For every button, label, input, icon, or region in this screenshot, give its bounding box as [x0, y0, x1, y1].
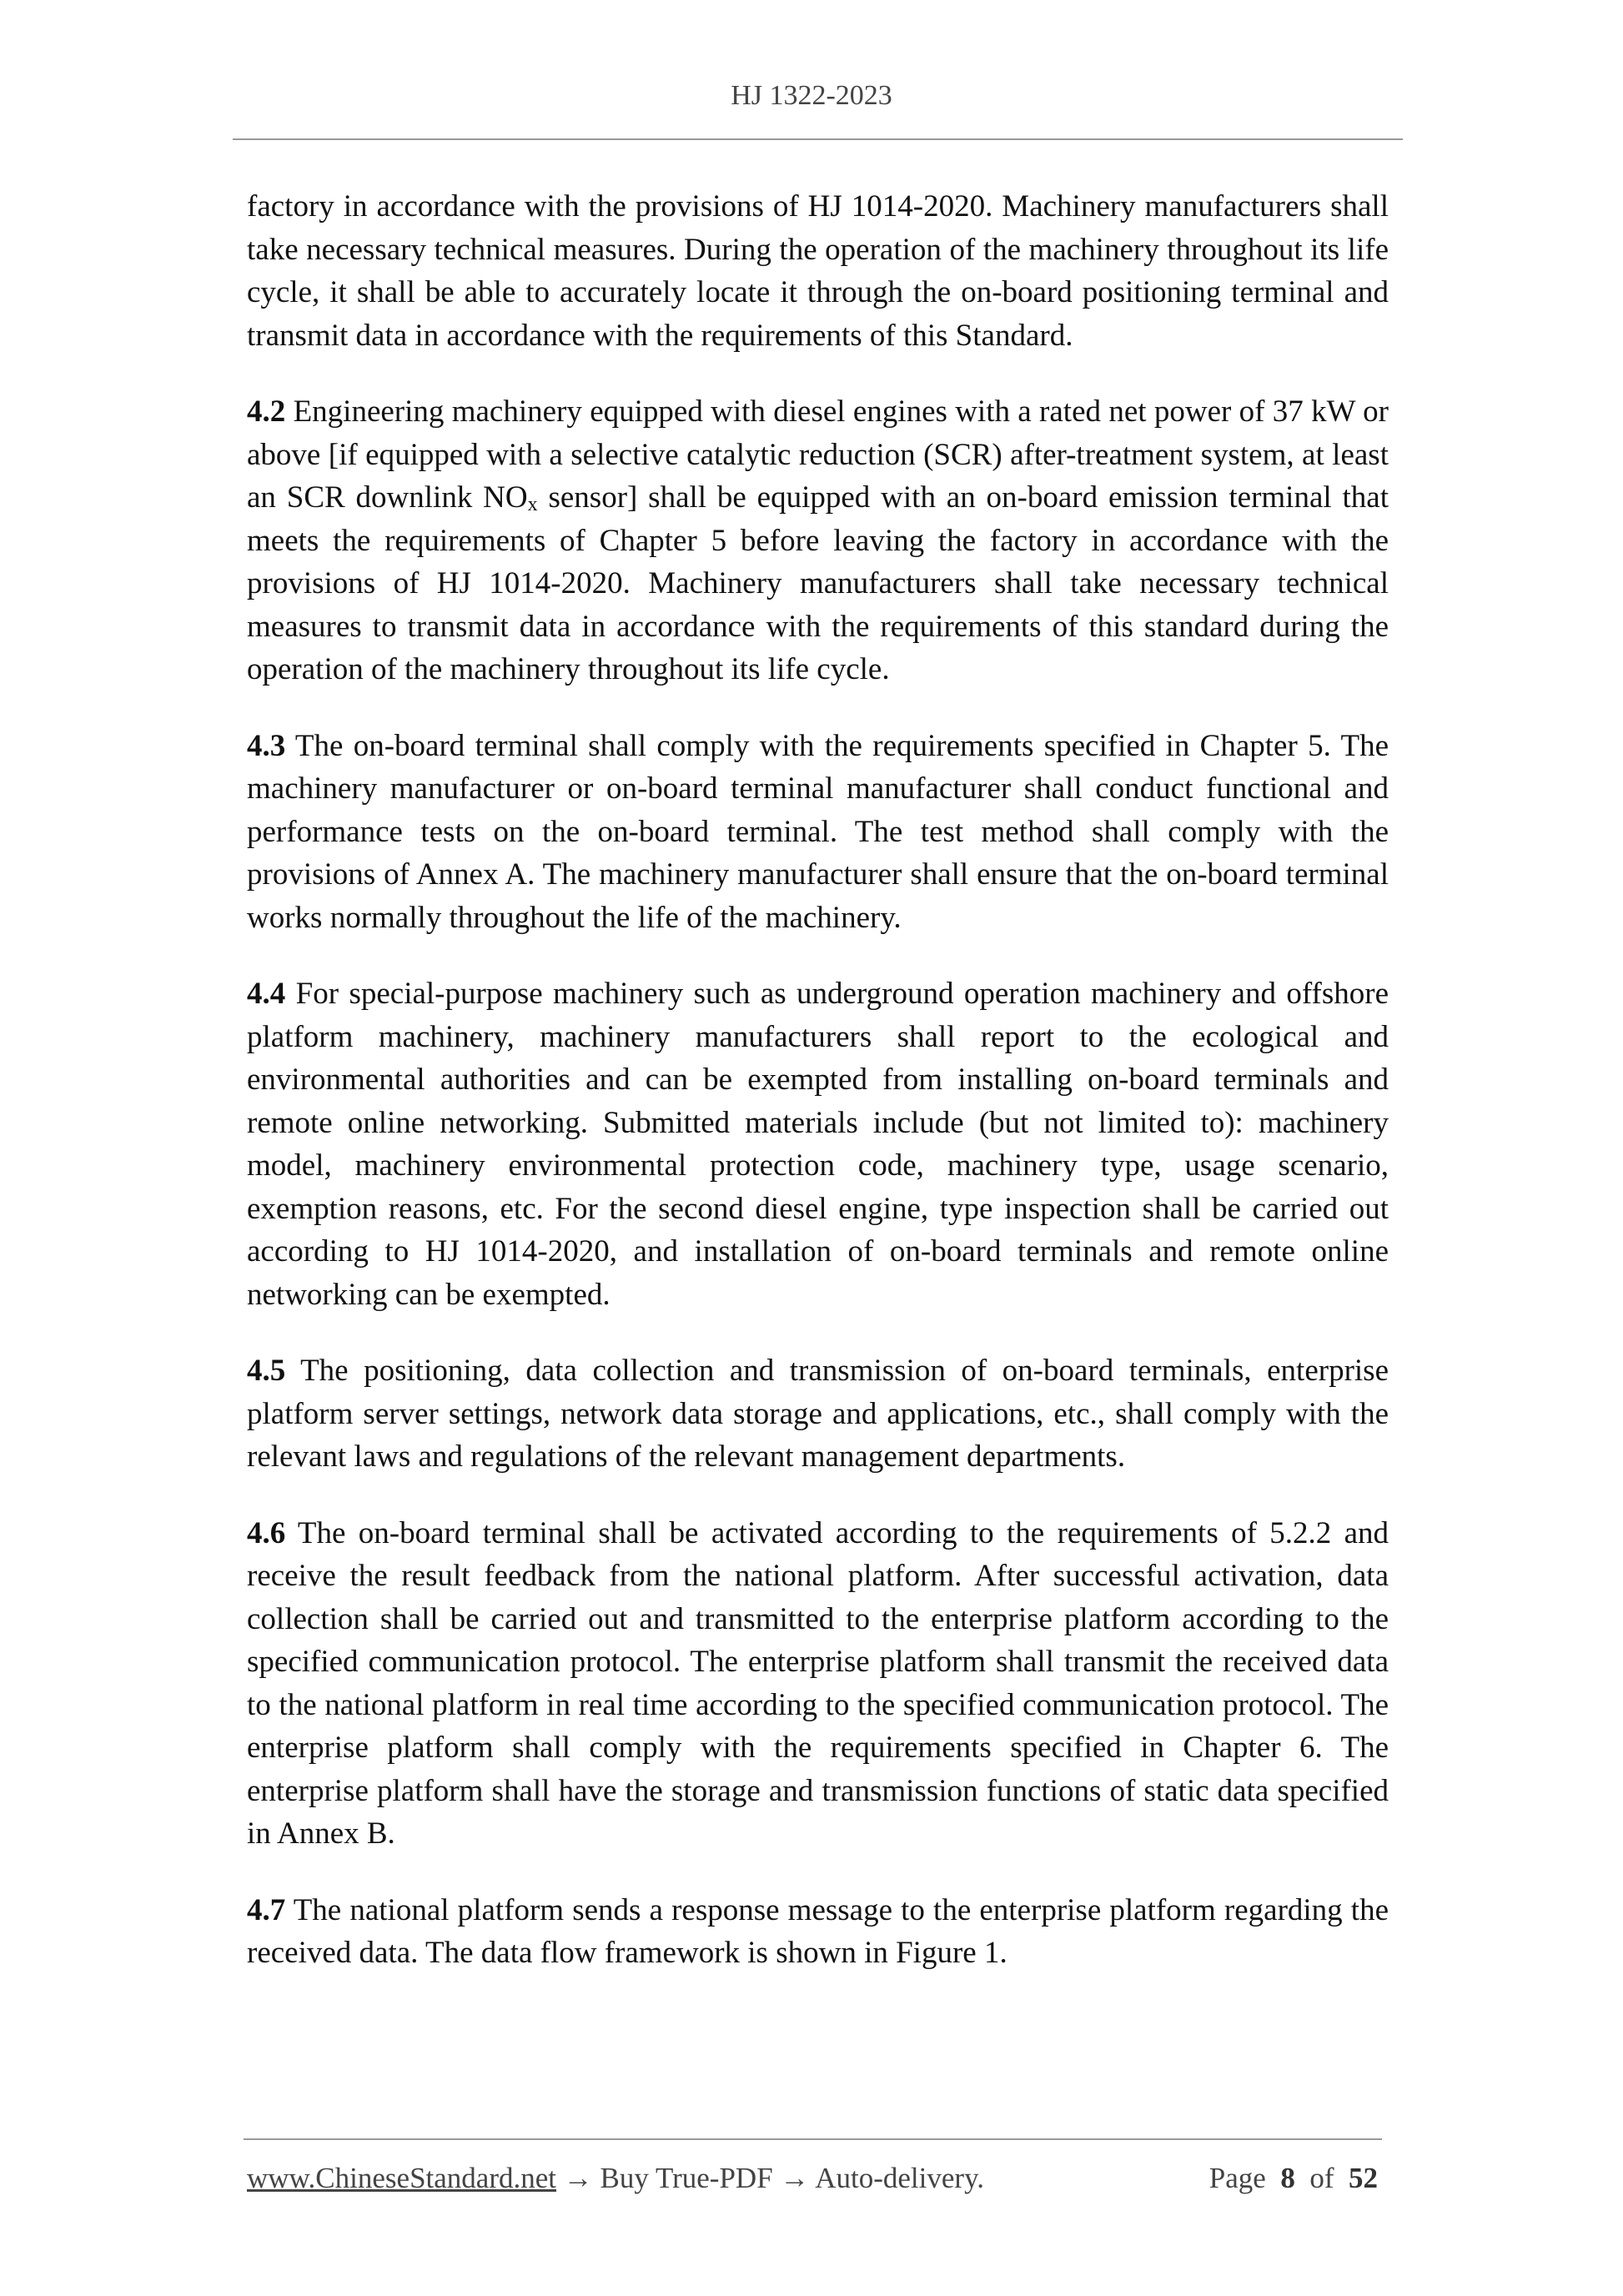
document-body — [247, 185, 1389, 2008]
total-pages: 52 — [1349, 2162, 1378, 2194]
paragraph-4-3 — [247, 725, 1389, 940]
buy-text: Buy True-PDF — [592, 2162, 781, 2194]
current-page: 8 — [1280, 2162, 1295, 2194]
running-header: HJ 1322-2023 — [731, 80, 892, 111]
clause-number: 4.6 — [247, 1515, 286, 1550]
clause-text: The on-board terminal shall comply with the requirements specified in Chapter 5. The machinery manufacturer or on-board terminal manufacturer shall conduct functional and performance tests on the on-board terminal. The test method shall comply with the provisions of Annex A. The machinery manufacturer shall ensure that the on-board terminal works normally throughout the life of the machinery. — [247, 728, 1389, 935]
paragraph-4-2 — [247, 390, 1389, 691]
page-label: Page — [1208, 2162, 1266, 2194]
arrow-right-icon: → — [780, 2162, 810, 2194]
subscript: x — [527, 494, 538, 515]
paragraph-continued: factory in accordance with the provisions of HJ 1014-2020. Machinery manufacturers shall take necessary technical measures. During the operation of the machinery throughout its life cycle, it shall be able to accurately locate it through the on-board positioning terminal and transmit data in accordance with the requirements of this Standard. — [247, 189, 1389, 353]
header-divider — [233, 138, 1403, 140]
clause-number: 4.5 — [247, 1354, 286, 1388]
page-number — [1209, 2162, 1378, 2195]
clause-text: The positioning, data collection and transmission of on-board terminals, enterprise platform server settings, network data storage and applications, etc., shall comply with the relevant laws and regulations of the relevant management departments. — [247, 1354, 1389, 1474]
clause-number: 4.7 — [247, 1892, 286, 1927]
clause-number: 4.4 — [247, 977, 286, 1011]
footer-left — [247, 2162, 984, 2195]
paragraph-4-6 — [247, 1512, 1389, 1856]
arrow-right-icon: → — [563, 2162, 593, 2194]
clause-text: Engineering machinery equipped with diesel engines with a rated net power of 37 kW or above [if equipped with a selective catalytic reduction (SCR) after-treatment system, at least an SCR downlink NO — [247, 394, 1389, 515]
page-footer — [247, 2162, 1378, 2195]
of-label: of — [1309, 2162, 1334, 2194]
clause-text: For special-purpose machinery such as underground operation machinery and offshore platform machinery, machinery manufacturers shall report to the ecological and environmental authorities and can be exempted from installing on-board terminals and remote online networking. Submitted materials include (but not limited to): machinery model, machinery environmental protection code, machinery type, usage scenario, exemption reasons, etc. For the second diesel engine, type inspection shall be carried out according to HJ 1014-2020, and installation of on-board terminals and remote online networking can be exempted. — [247, 977, 1389, 1312]
paragraph-4-5 — [247, 1349, 1389, 1479]
paragraph-4-7 — [247, 1889, 1389, 1975]
footer-divider — [244, 2138, 1382, 2140]
delivery-text: Auto-delivery. — [809, 2162, 985, 2194]
clause-number: 4.3 — [247, 728, 286, 763]
clause-number: 4.2 — [247, 394, 286, 429]
clause-text: sensor] shall be equipped with an on-board emission terminal that meets the requirements of Chapter 5 before leaving the factory in accordance with the provisions of HJ 1014-2020. Machinery manufacturers shall take necessary technical measures to transmit data in accordance with the requirements of this standard during the operation of the machinery throughout its life cycle. — [247, 480, 1389, 686]
website-link[interactable]: www.ChineseStandard.net — [247, 2162, 556, 2194]
clause-text: The on-board terminal shall be activated according to the requirements of 5.2.2 and receive the result feedback from the national platform. After successful activation, data collection shall be carried out and transmitted to the enterprise platform according to the specified communication protocol. The enterprise platform shall transmit the received data to the national platform in real time according to the specified communication protocol. The enterprise platform shall comply with the requirements specified in Chapter 6. The enterprise platform shall have the storage and transmission functions of static data specified in Annex B. — [247, 1515, 1389, 1851]
clause-text: The national platform sends a response message to the enterprise platform regarding the received data. The data flow framework is shown in Figure 1. — [247, 1892, 1389, 1970]
paragraph-4-4 — [247, 972, 1389, 1316]
